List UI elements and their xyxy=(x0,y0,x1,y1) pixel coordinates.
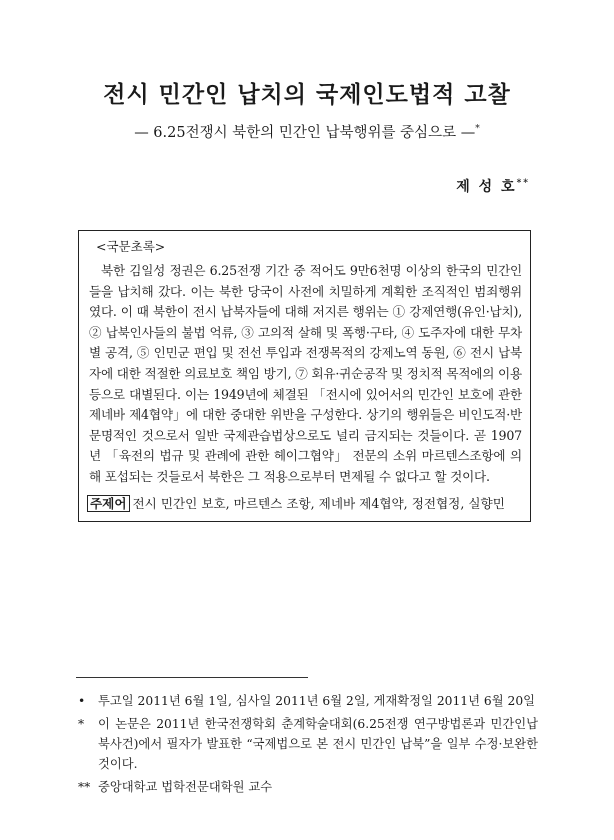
abstract-text: 북한 김일성 정권은 6.25전쟁 기간 중 적어도 9만6천명 이상의 한국의 민간인들을 납치해 갔다. 이는 북한 당국이 사전에 치밀하게 계획한 조직적인 범죄행위였다. 이 때 북한이 전시 납북자들에 대해 저지른 행위는 ① 강제연행(유인·납치), ② 납북인사들의 불법 억류, ③ 고의적 살해 및 폭행·구타, ④ 도주자에 대한 무차별 공격, ⑤ 인민군 편입 및 전선 투입과 전쟁목적의 강제노역 동원, ⑥ 전시 납북자에 대한 적절한 의료보호 책임 방기, ⑦ 회유·귀순공작 및 정치적 목적에의 이용 등으로 대별된다. 이는 1949년에 체결된 「전시에 있어서의 민간인 보호에 관한 제네바 제4협약」에 대한 중대한 위반을 구성한다. 상기의 행위들은 비인도적·반문명적인 것으로서 일반 국제관습법상으로도 널리 금지되는 것들이다. 곧 1907년 「육전의 법규 및 관례에 관한 헤이그협약」 전문의 소위 마르텐스조항에 의해 포섭되는 것들로서 북한은 그 적용으로부터 면제될 수 없다고 할 것이다. xyxy=(89,263,522,484)
footnote-author-affiliation xyxy=(78,777,538,797)
footnote-text: 중앙대학교 법학전문대학원 교수 xyxy=(98,780,273,794)
author-footnote-mark: ** xyxy=(516,178,530,189)
subtitle-footnote-mark: * xyxy=(475,124,480,135)
keywords-row xyxy=(87,493,527,512)
footnote-text: 이 논문은 2011년 한국전쟁학회 춘계학술대회(6.25전쟁 연구방법론과 민간인납북사건)에서 필자가 발표한 “국제법으로 본 전시 민간인 납북”을 일부 수정·보완한 것이다. xyxy=(98,717,538,771)
footnotes xyxy=(78,691,538,800)
author-name xyxy=(456,176,530,196)
subtitle-text: — 6.25전쟁시 북한의 민간인 납북행위를 중심으로 — xyxy=(134,125,476,141)
author-text: 제 성 호 xyxy=(456,179,517,195)
paper-subtitle xyxy=(0,121,614,142)
keywords-label: 주제어 xyxy=(87,495,130,512)
footnote-mark: ** xyxy=(78,780,91,794)
paper-title: 전시 민간인 납치의 국제인도법적 고찰 xyxy=(103,81,511,108)
abstract-box xyxy=(78,230,531,522)
footnote-text: 투고일 2011년 6월 1일, 심사일 2011년 6월 2일, 게재확정일 2011년 6월 20일 xyxy=(98,694,536,708)
footnote-submission-dates xyxy=(78,691,538,711)
abstract-label: <국문초록> xyxy=(96,239,166,254)
footnote-mark: • xyxy=(78,694,86,708)
footnote-mark: * xyxy=(78,717,85,731)
footnote-paper-origin xyxy=(78,714,538,774)
footnote-divider xyxy=(76,677,308,678)
keywords-text: 전시 민간인 보호, 마르텐스 조항, 제네바 제4협약, 정전협정, 실향민 xyxy=(132,496,505,511)
